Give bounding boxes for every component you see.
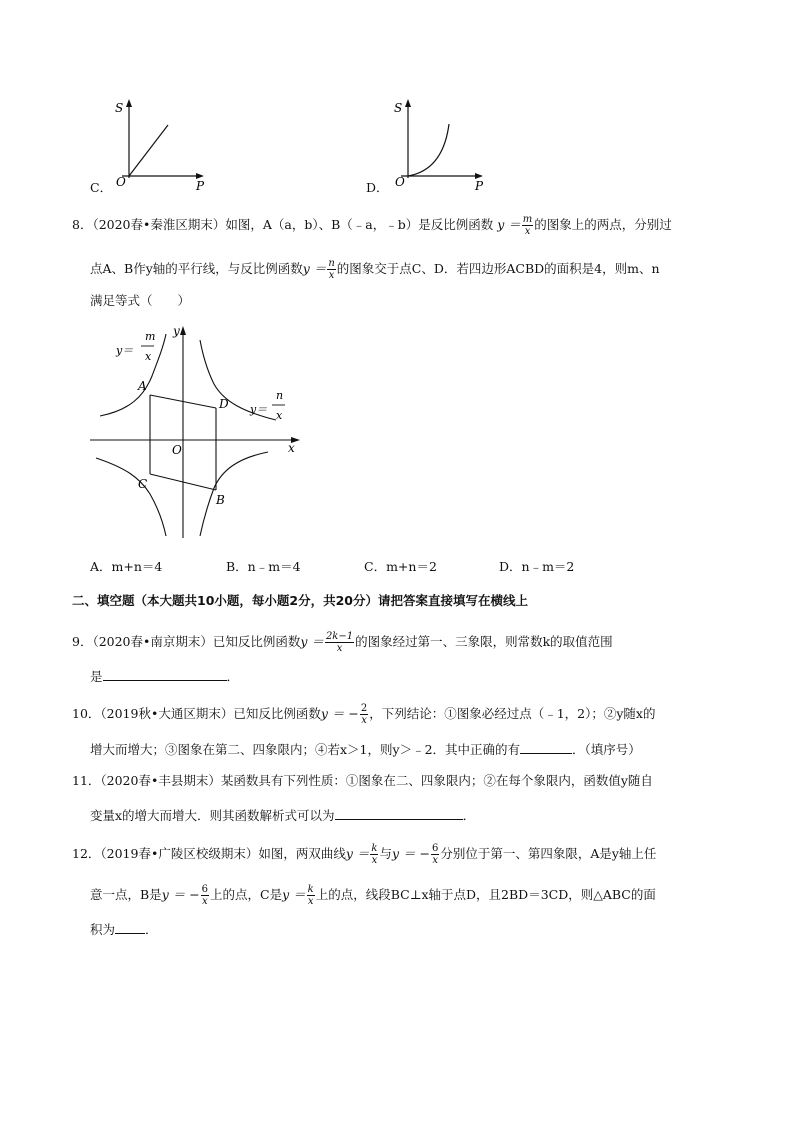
fraction: $\frac{6}{x}$ <box>201 884 209 907</box>
svg-text:n: n <box>276 389 284 402</box>
fraction: $\frac{2}{x}$ <box>360 703 368 726</box>
q8-line1: 8．（2020春•秦淮区期末）如图，A（a，b）、B（﹣a，﹣b）是反比例函数 y ＝ $\frac{m}{x}$ 的图象上的两点，分别过 <box>72 214 672 237</box>
origin-label: O <box>395 175 405 189</box>
svg-text:m: m <box>145 330 156 343</box>
point-d-label: D <box>219 397 229 411</box>
x-axis-label: x <box>288 441 295 455</box>
y-axis-label: y <box>173 324 180 338</box>
q8-line2: 点A、B作y轴的平行线，与反比例函数y ＝ $\frac{n}{x}$ 的图象交于点C、D．若四边形ACBD的面积是4，则m、n <box>90 258 660 281</box>
q9-line1: 9．（2020春•南京期末）已知反比例函数y ＝ $\frac{2k-1}{x}$ 的图象经过第一、三象限，则常数k的取值范围 <box>72 631 613 654</box>
answer-blank[interactable] <box>520 739 572 754</box>
answer-blank[interactable] <box>335 805 463 820</box>
fraction: $\frac{k}{x}$ <box>307 884 314 907</box>
q7-graph-d <box>391 98 491 190</box>
answer-blank[interactable] <box>115 919 145 934</box>
q10-line1: 10．（2019秋•大通区期末）已知反比例函数y ＝ − $\frac{2}{x}$ ，下列结论：①图象必经过点（﹣1，2）；②y随x的 <box>72 703 656 726</box>
q8-choice-c: C．m+n＝2 <box>364 559 437 574</box>
q8-choice-a: A．m+n＝4 <box>90 559 163 574</box>
fraction: $\frac{m}{x}$ <box>522 214 533 237</box>
origin-label: O <box>116 175 126 189</box>
q10-line2: 增大而增大；③图象在第二、四象限内；④若x＞1，则y＞﹣2．其中正确的有 ．（填序号） <box>90 739 641 758</box>
point-b-label: B <box>216 493 225 507</box>
q11-line2: 变量x的增大而增大．则其函数解析式可以为 ． <box>90 805 475 824</box>
q9-line2: 是 ． <box>90 666 239 685</box>
q8-choice-d: D．n﹣m＝2 <box>499 559 575 574</box>
q12-line3: 积为 ． <box>90 919 158 938</box>
svg-text:x: x <box>145 350 152 363</box>
fraction: $\frac{2k-1}{x}$ <box>325 631 354 654</box>
fraction: $\frac{n}{x}$ <box>328 258 335 281</box>
fraction: $\frac{6}{x}$ <box>431 843 439 866</box>
origin-label: O <box>172 443 182 457</box>
q8-line3: 满足等式（ ） <box>90 293 191 308</box>
curve-m-label: y＝ <box>116 344 134 357</box>
point-a-label: A <box>138 379 147 393</box>
axis-s-label: S <box>394 101 403 115</box>
option-c-label: C． <box>90 180 113 195</box>
fraction: $\frac{k}{x}$ <box>371 843 378 866</box>
axis-s-label: S <box>115 101 124 115</box>
section-heading: 二、填空题（本大题共10小题，每小题2分，共20分）请把答案直接填写在横线上 <box>72 593 528 608</box>
answer-blank[interactable] <box>103 666 227 681</box>
axis-p-label: P <box>196 179 205 190</box>
svg-text:x: x <box>276 409 283 422</box>
q12-line1: 12．（2019春•广陵区校级期末）如图，两双曲线y ＝ $\frac{k}{x}$ 与y ＝ − $\frac{6}{x}$ 分别位于第一、第四象限，A是y轴上任 <box>72 843 657 866</box>
q11-line1: 11．（2020春•丰县期末）某函数具有下列性质：①图象在二、四象限内；②在每个象限内，函数值y随自 <box>72 773 653 788</box>
option-d-label: D． <box>366 180 389 195</box>
q8-hyperbola-figure <box>88 322 308 544</box>
point-c-label: C <box>138 477 148 491</box>
q7-graph-c <box>112 98 212 190</box>
axis-p-label: P <box>475 179 484 190</box>
curve-n-label: y＝ <box>250 403 268 416</box>
q8-choice-b: B．n﹣m＝4 <box>226 559 301 574</box>
q12-line2: 意一点，B是y ＝ − $\frac{6}{x}$ 上的点，C是y ＝ $\frac{k}{x}$ 上的点，线段BC⊥x轴于点D，且2BD＝3CD，则△ABC的面 <box>90 884 656 907</box>
